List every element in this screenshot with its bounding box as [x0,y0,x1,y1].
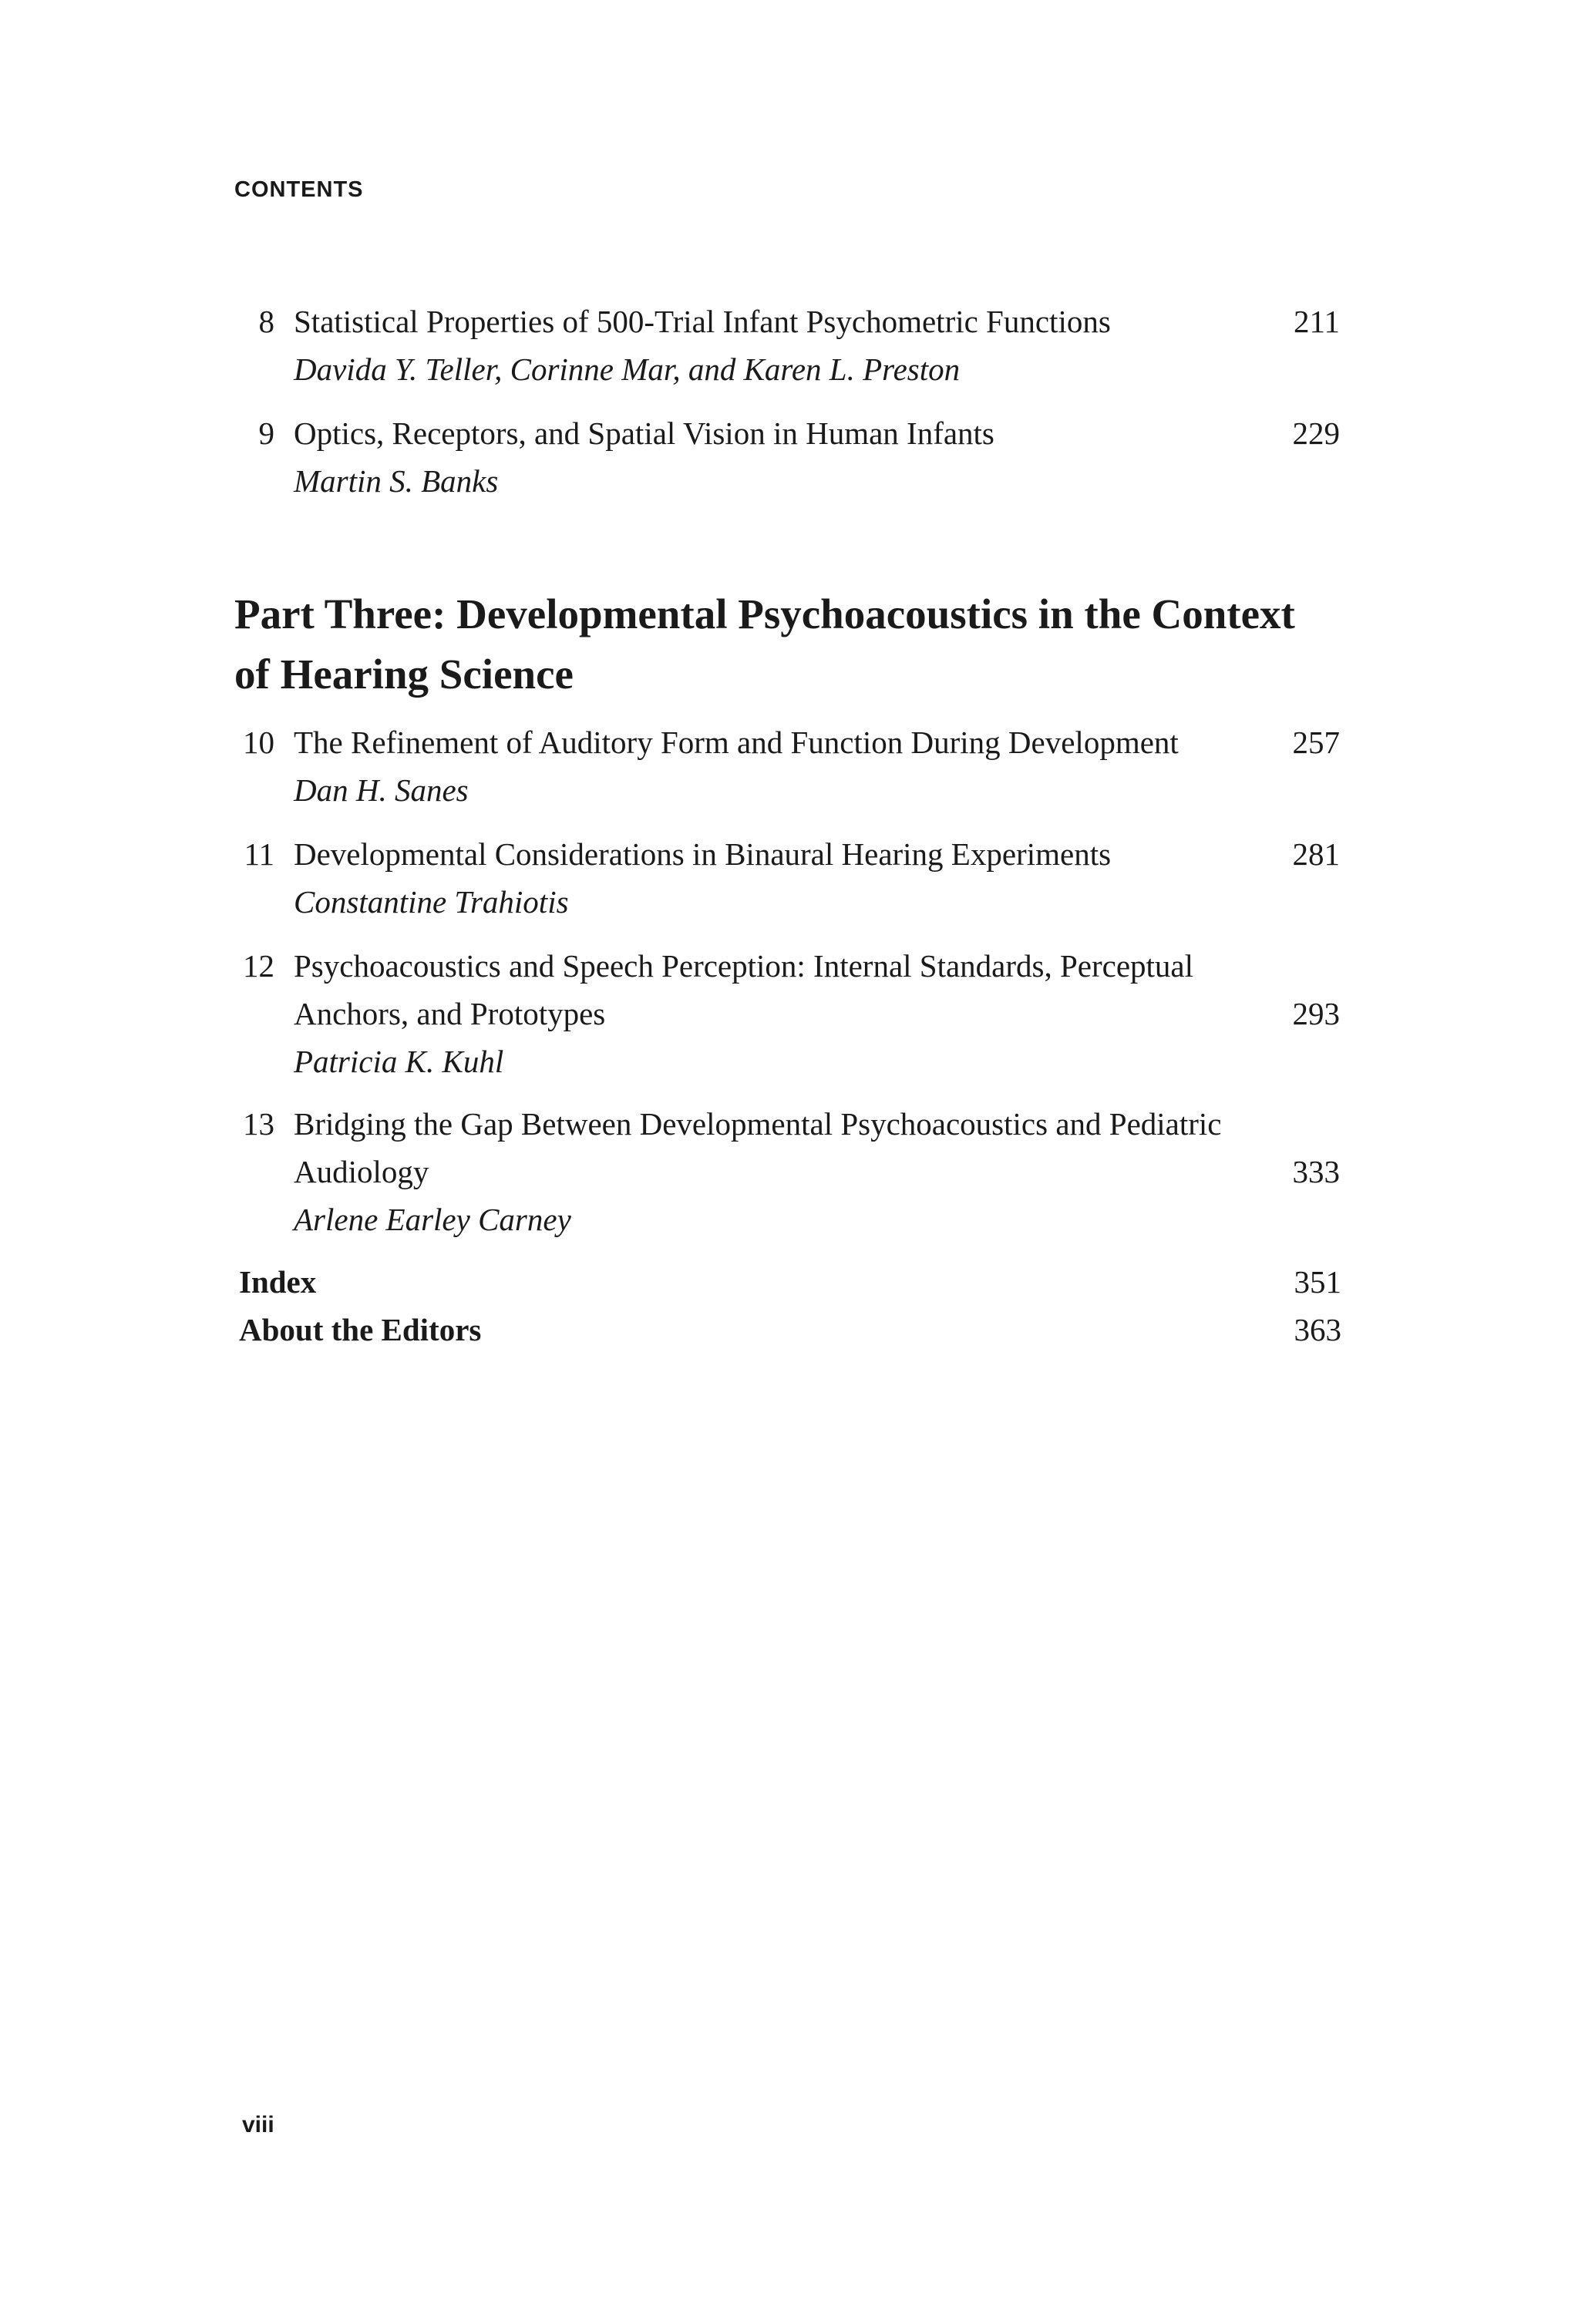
page-number: 363 [1294,1312,1341,1347]
page-number: 351 [1294,1264,1341,1300]
back-matter-label: Index [239,1264,317,1300]
back-matter-label: About the Editors [239,1312,482,1347]
chapter-number: 13 [243,1106,274,1142]
chapter-author: Martin S. Banks [294,463,499,499]
toc-entry-chapter-11[interactable] [236,830,1340,926]
chapter-author: Davida Y. Teller, Corinne Mar, and Karen L. Preston [294,351,961,387]
page-number: 293 [1292,996,1340,1031]
chapter-number: 12 [243,948,274,984]
page-number: 333 [1292,1154,1340,1189]
part-heading-line: Part Three: Developmental Psychoacoustics in the Context [234,590,1295,637]
chapter-author: Arlene Earley Carney [294,1202,571,1237]
page-number: 281 [1292,836,1340,872]
chapter-author: Dan H. Sanes [294,772,469,808]
chapter-title-line: Psychoacoustics and Speech Perception: Internal Standards, Perceptual [294,948,1194,984]
toc-entry-chapter-13[interactable] [236,1100,1340,1243]
page-folio: viii [242,2112,274,2137]
toc-entry-index[interactable] [239,1258,1341,1306]
chapter-author: Constantine Trahiotis [294,884,569,920]
chapter-title: Optics, Receptors, and Spatial Vision in Human Infants [294,415,994,451]
page-number: 257 [1292,725,1340,760]
page-number: 211 [1294,304,1340,339]
toc-entry-chapter-8[interactable] [236,298,1340,393]
toc-entry-chapter-9[interactable] [236,409,1340,505]
part-three-heading [234,584,1360,705]
chapter-title: Developmental Considerations in Binaural Hearing Experiments [294,836,1112,872]
toc-entry-chapter-12[interactable] [236,942,1340,1085]
chapter-title: Statistical Properties of 500-Trial Infant Psychometric Functions [294,304,1111,339]
toc-entry-chapter-10[interactable] [236,718,1340,814]
chapter-number: 10 [243,725,274,760]
chapter-title-line: Anchors, and Prototypes [294,996,606,1031]
page-number: 229 [1292,415,1340,451]
chapter-title-line: Audiology [294,1154,429,1189]
chapter-number: 9 [258,415,274,451]
chapter-number: 11 [244,836,274,872]
part-heading-line: of Hearing Science [234,651,574,698]
running-head: CONTENTS [234,177,364,202]
chapter-title: The Refinement of Auditory Form and Function During Development [294,725,1179,760]
chapter-author: Patricia K. Kuhl [294,1044,504,1079]
chapter-number: 8 [258,304,274,339]
chapter-title-line: Bridging the Gap Between Developmental Psychoacoustics and Pediatric [294,1106,1222,1142]
toc-entry-about-the-editors[interactable] [239,1306,1341,1354]
